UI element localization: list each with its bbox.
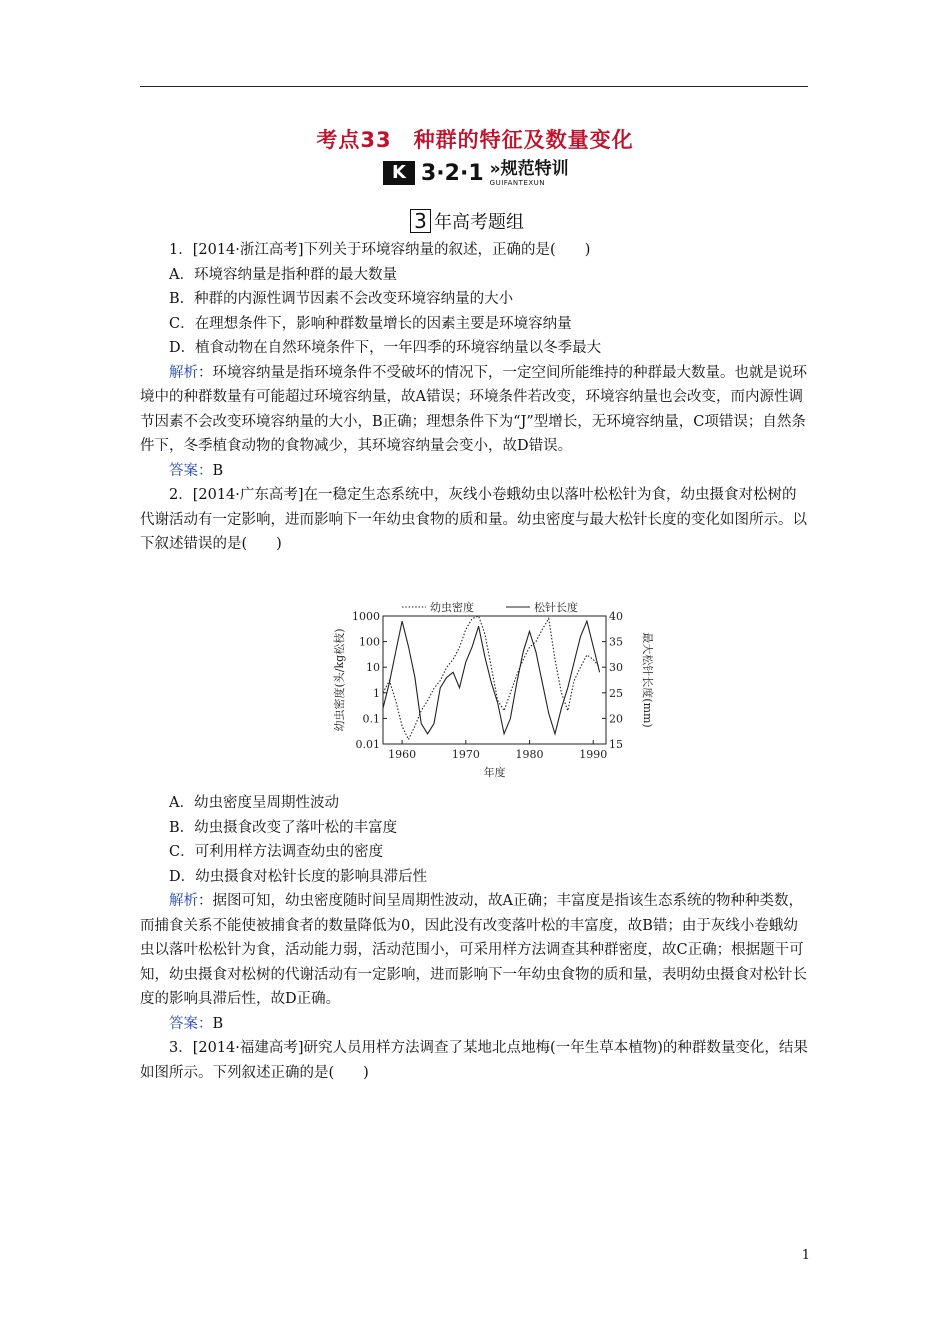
q1-option-a: A．环境容纳量是指种群的最大数量 [169, 266, 397, 283]
q1-option-b: B．种群的内源性调节因素不会改变环境容纳量的大小 [169, 291, 514, 307]
page-title: 考点33 种群的特征及数量变化 [316, 128, 634, 152]
left-tick-label: 1 [373, 686, 380, 700]
section-heading [410, 208, 524, 234]
larva-density-chart [326, 598, 656, 788]
logo-mark: K [383, 161, 415, 185]
q1-analysis-text: ：环境容纳量是指环境条件不受破坏的情况下，一定空间所能维持的种群最大数量。也就是说环境中的种群数量有可能超过环境容纳量，故A错误；环境条件若改变，环境容纳量也会改变，而内源性调节因素不会改变环境容纳量的大小，B正确；理想条件下为“J”型增长，无环境容纳量，C项错误；自然条件下，冬季植食动物的食物减少，其环境容纳量会变小，故D错误。 [140, 364, 807, 454]
q1-option-c: C．在理想条件下，影响种群数量增长的因素主要是环境容纳量 [169, 315, 572, 332]
question-1 [140, 238, 810, 557]
q2-answer-value: B [212, 1015, 224, 1032]
x-tick-label: 1990 [579, 748, 608, 761]
q2-stem: 2．[2014·广东高考]在一稳定生态系统中，灰线小卷蛾幼虫以落叶松松针为食，幼虫摄食对松树的代谢活动有一定影响，进而影响下一年幼虫食物的质和量。幼虫密度与最大松针长度的变化如图所示。以下叙述错误的是( ) [140, 487, 807, 552]
right-tick-label: 15 [609, 738, 623, 751]
series-logo [383, 158, 569, 188]
right-axis-label: 最大松针长度(mm) [641, 632, 654, 728]
legend-label-1: 幼虫密度 [430, 601, 474, 614]
q1-analysis-label: 解析 [169, 364, 198, 381]
logo-number: 3·2·1 [421, 160, 484, 186]
q1-option-d: D．植食动物在自然环境条件下，一年四季的环境容纳量以冬季最大 [169, 340, 602, 356]
q1-stem: 1．[2014·浙江高考]下列关于环境容纳量的叙述，正确的是( ) [169, 242, 591, 258]
q1-answer [140, 459, 810, 484]
legend-label-2: 松针长度 [534, 601, 578, 614]
series-line-2 [383, 621, 600, 734]
plot-frame [383, 616, 606, 744]
logo-text: »规范特训 [489, 158, 569, 179]
q2-analysis-label: 解析 [169, 893, 198, 909]
q2-answer-label: 答案： [169, 1015, 213, 1032]
q2-option-b: B．幼虫摄食改变了落叶松的丰富度 [169, 819, 398, 836]
left-tick-label: 100 [359, 635, 380, 649]
page-number: 1 [801, 1248, 810, 1263]
q2-option-d: D．幼虫摄食对松针长度的影响具滞后性 [169, 868, 428, 885]
left-tick-label: 0.01 [355, 738, 380, 751]
left-tick-label: 10 [366, 661, 380, 675]
q1-answer-value: B [212, 462, 224, 479]
header-rule [140, 86, 808, 87]
x-axis-label: 年度 [483, 766, 506, 779]
x-tick-label: 1980 [515, 748, 544, 761]
left-tick-label: 1000 [352, 610, 380, 623]
x-tick-label: 1970 [451, 748, 480, 761]
x-tick-label: 1960 [388, 748, 417, 761]
q2-option-a: A．幼虫密度呈周期性波动 [169, 795, 339, 811]
question-2-options [140, 791, 810, 1085]
right-tick-label: 40 [609, 610, 623, 623]
q1-answer-label: 答案： [169, 462, 213, 479]
left-axis-label: 幼虫密度(头/kg松枝) [333, 628, 346, 732]
q2-answer [140, 1012, 810, 1037]
q2-analysis-text: ：据图可知，幼虫密度随时间呈周期性波动，故A正确；丰富度是指该生态系统的物种种类数，而捕食关系不能使被捕食者的数量降低为0，因此没有改变落叶松的丰富度，故B错；由于灰线小卷蛾幼虫以落叶松松针为食，活动能力弱，活动范围小，可采用样方法调查其种群密度，故C正确；根据题干可知，幼虫摄食对松树的代谢活动有一定影响，进而影响下一年幼虫食物的质和量，表明幼虫摄食对松针长度的影响具滞后性，故D正确。 [140, 893, 807, 1007]
right-tick-label: 25 [609, 686, 623, 700]
right-tick-label: 20 [609, 712, 623, 726]
section-number: 3 [410, 209, 431, 233]
logo-subtext: GUIFANTEXUN [489, 178, 546, 187]
q3-stem: 3．[2014·福建高考]研究人员用样方法调查了某地北点地梅(一年生草本植物)的种群数量变化，结果如图所示。下列叙述正确的是( ) [140, 1040, 808, 1081]
left-tick-label: 0.1 [362, 712, 380, 726]
q2-option-c: C．可利用样方法调查幼虫的密度 [169, 844, 384, 860]
right-tick-label: 30 [609, 661, 623, 675]
q2-analysis [140, 889, 810, 1012]
q1-analysis [140, 361, 810, 459]
section-label: 年高考题组 [434, 212, 524, 233]
right-tick-label: 35 [609, 635, 623, 649]
